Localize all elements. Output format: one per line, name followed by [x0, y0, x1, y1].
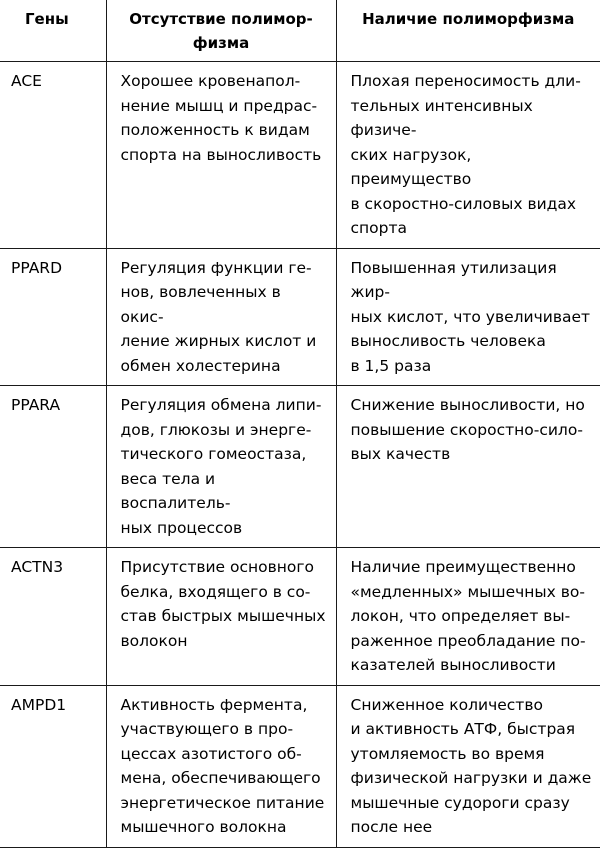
presence-cell: Повышенная утилизация жир- ных кислот, что увеличивает выносливость человека в 1,5 раза — [336, 248, 600, 386]
gene-cell: PPARA — [0, 386, 106, 548]
presence-cell: Сниженное количество и активность АТФ, быстрая утомляемость во время физической нагрузки и даже мышечные судороги сразу после нее — [336, 685, 600, 847]
table-row — [0, 62, 600, 249]
header-row — [0, 0, 600, 62]
table-row — [0, 248, 600, 386]
header-absence: Отсутствие полимор- физма — [106, 0, 336, 62]
absence-cell: Регуляция обмена липи- дов, глюкозы и энерге- тического гомеостаза, веса тела и воспалитель- ных процессов — [106, 386, 336, 548]
gene-cell: ACTN3 — [0, 548, 106, 686]
presence-cell: Плохая переносимость дли- тельных интенсивных физиче- ских нагрузок, преимущество в скоростно-силовых видах спорта — [336, 62, 600, 249]
absence-cell: Регуляция функции ге- нов, вовлеченных в окис- ление жирных кислот и обмен холестерина — [106, 248, 336, 386]
gene-cell: ACE — [0, 62, 106, 249]
presence-cell: Наличие преимущественно «медленных» мышечных во- локон, что определяет вы- раженное преобладание по- казателей выносливости — [336, 548, 600, 686]
header-genes: Гены — [0, 0, 106, 62]
absence-cell: Присутствие основного белка, входящего в со- став быстрых мышечных волокон — [106, 548, 336, 686]
absence-cell: Активность фермента, участвующего в про- цессах азотистого об- мена, обеспечивающего энергетическое питание мышечного волокна — [106, 685, 336, 847]
presence-cell: Снижение выносливости, но повышение скоростно-сило- вых качеств — [336, 386, 600, 548]
gene-cell: AMPD1 — [0, 685, 106, 847]
gene-cell: PPARD — [0, 248, 106, 386]
table-row — [0, 685, 600, 847]
header-presence: Наличие полиморфизма — [336, 0, 600, 62]
absence-cell: Хорошее кровенапол- нение мышц и предрас- положенность к видам спорта на выносливость — [106, 62, 336, 249]
table-row — [0, 386, 600, 548]
table-row — [0, 548, 600, 686]
